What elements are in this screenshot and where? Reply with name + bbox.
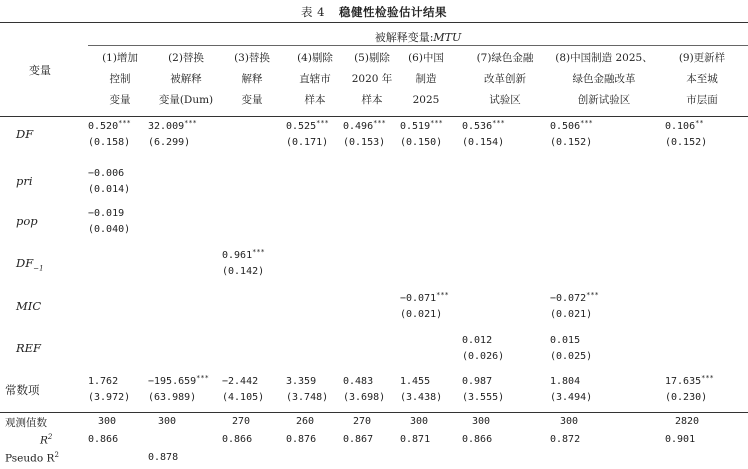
stat-value: 300 — [158, 416, 177, 427]
stat-value: 270 — [353, 416, 372, 427]
stat-value: 0.866 — [88, 434, 119, 445]
stat-value: 0.866 — [222, 434, 253, 445]
coefficient-cell: 1.804 (3.494) — [550, 376, 593, 403]
coefficient-cell: 0.012 (0.026) — [462, 335, 505, 362]
coefficient-cell: −2.442 (4.105) — [222, 376, 265, 403]
stat-label: 观测值数 — [5, 417, 47, 429]
stat-value: 300 — [98, 416, 117, 427]
coefficient-cell: −0.006 (0.014) — [88, 168, 131, 195]
coefficient-cell: −0.071*** (0.021) — [400, 291, 449, 320]
stat-value: 0.867 — [343, 434, 374, 445]
table-caption — [0, 4, 748, 20]
table-title: 稳健性检验估计结果 — [338, 5, 447, 19]
coefficient-cell: 0.496*** (0.153) — [343, 119, 386, 148]
row-label: DF — [16, 127, 34, 141]
coefficient-cell: 0.106** (0.152) — [665, 119, 708, 148]
stat-label: $R^2$ — [40, 433, 53, 447]
row-label: pop — [16, 214, 38, 228]
coefficient-cell: −0.072*** (0.021) — [550, 291, 599, 320]
stat-value: 0.901 — [665, 434, 696, 445]
column-header-2: (2)替换 被解释 变量(Dum) — [158, 52, 214, 106]
stat-value: 0.876 — [286, 434, 317, 445]
stat-value: 300 — [560, 416, 579, 427]
coefficient-cell: −0.019 (0.040) — [88, 208, 131, 235]
coefficient-cell: 0.520*** (0.158) — [88, 119, 131, 148]
column-header-5: (5)剔除 2020 年 样本 — [351, 52, 393, 106]
stat-value: 270 — [232, 416, 251, 427]
stat-value: 0.878 — [148, 452, 179, 463]
table-number: 表 4 — [301, 5, 325, 19]
coefficient-cell: 3.359 (3.748) — [286, 376, 329, 403]
coefficient-cell: 0.536*** (0.154) — [462, 119, 505, 148]
column-header-8: (8)中国制造 2025、 绿色金融改革 创新试验区 — [555, 52, 653, 106]
column-header-4: (4)剔除 直辖市 样本 — [297, 52, 333, 106]
dependent-variable-rule — [88, 45, 748, 46]
row-label: $DF_{-1}$ — [16, 256, 44, 273]
stat-value: 260 — [296, 416, 315, 427]
top-rule — [0, 22, 748, 23]
stat-value: 300 — [410, 416, 429, 427]
row-label: REF — [16, 341, 42, 355]
coefficient-cell: −195.659*** (63.989) — [148, 374, 209, 403]
coefficient-cell: 0.987 (3.555) — [462, 376, 505, 403]
row-label: pri — [16, 174, 33, 188]
coefficient-cell: 17.635*** (0.230) — [665, 374, 714, 403]
column-header-3: (3)替换 解释 变量 — [234, 52, 270, 106]
row-label: MIC — [16, 299, 42, 313]
coefficient-cell: 0.519*** (0.150) — [400, 119, 443, 148]
stats-rule — [0, 412, 748, 413]
coefficient-cell: 0.015 (0.025) — [550, 335, 593, 362]
column-header-7: (7)绿色金融 改革创新 试验区 — [476, 52, 534, 106]
stat-value: 0.871 — [400, 434, 431, 445]
stat-value: 0.866 — [462, 434, 493, 445]
variable-column-header: 变量 — [29, 64, 51, 77]
coefficient-cell: 0.483 (3.698) — [343, 376, 386, 403]
stat-value: 0.872 — [550, 434, 581, 445]
coefficient-cell: 0.506*** (0.152) — [550, 119, 593, 148]
coefficient-cell: 0.961*** (0.142) — [222, 248, 265, 277]
coefficient-cell: 0.525*** (0.171) — [286, 119, 329, 148]
dependent-variable-header: 被解释变量:MTU — [374, 31, 462, 44]
coefficient-cell: 32.009*** (6.299) — [148, 119, 197, 148]
column-header-6: (6)中国 制造 2025 — [408, 52, 444, 106]
header-rule — [0, 116, 748, 117]
coefficient-cell: 1.455 (3.438) — [400, 376, 443, 403]
stat-value: 2820 — [675, 416, 700, 427]
coefficient-cell: 1.762 (3.972) — [88, 376, 131, 403]
stat-label: Pseudo $R^2$ — [5, 451, 59, 465]
row-label: 常数项 — [5, 383, 40, 397]
stat-value: 300 — [472, 416, 491, 427]
column-header-1: (1)增加 控制 变量 — [102, 52, 138, 106]
column-header-9: (9)更新样 本至城 市层面 — [678, 52, 726, 106]
